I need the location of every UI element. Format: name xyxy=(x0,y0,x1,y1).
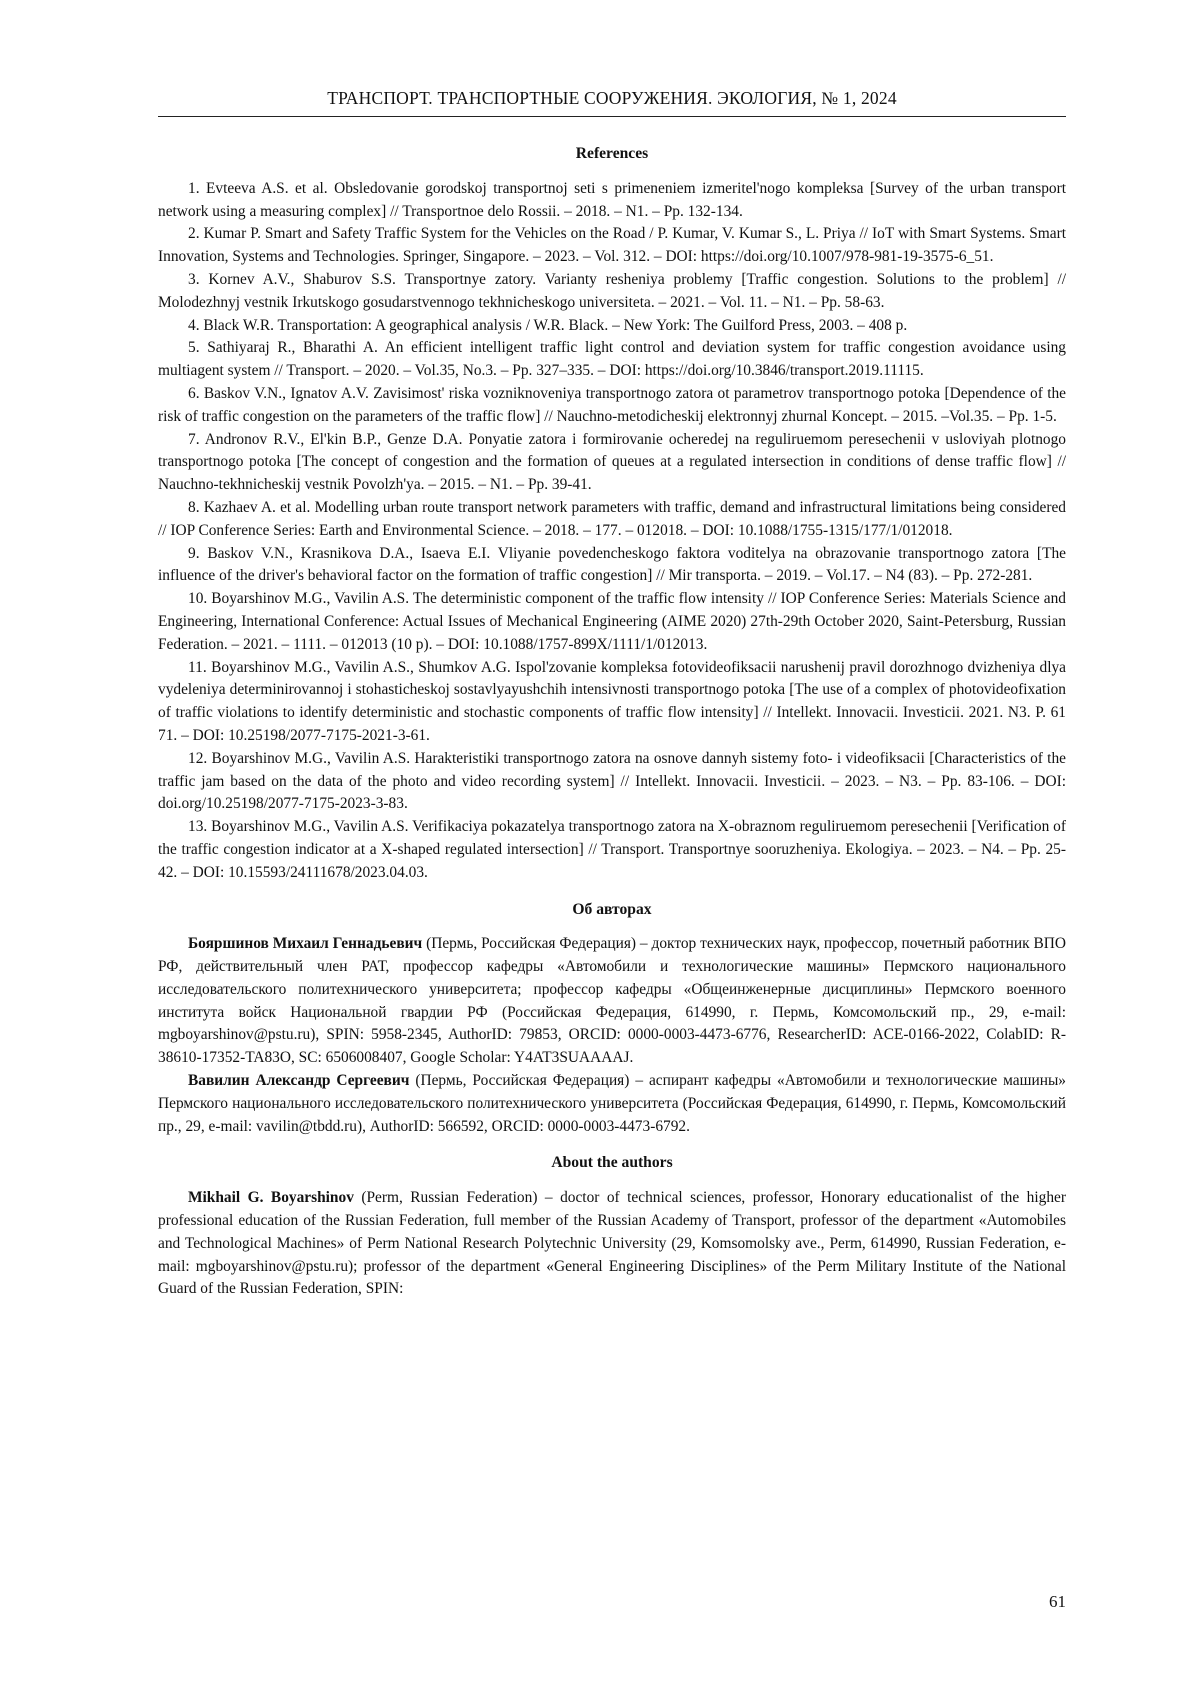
reference-item: 13. Boyarshinov M.G., Vavilin A.S. Verifikaciya pokazatelya transportnogo zatora na X-obraznom reguliruemom peresechenii [Verification of the traffic congestion indicator at a X-shaped regulated intersection] // Transport. Transportnye sooruzheniya. Ekologiya. – 2023. – N4. – Pp. 25-42. – DOI: 10.15593/24111678/2023.04.03. xyxy=(158,818,1066,881)
author-bio-text: (Пермь, Российская Федерация) – аспирант кафедры «Автомобили и технологические машины» Пермского национального исследовательского политехнического университета (Российская Федерация, 614990, г. Пермь, Комсомольский пр., 29, e-mail: vavilin@tbdd.ru), AuthorID: 566592, ORCID: 0000-0003-4473-6792. xyxy=(158,1072,1066,1135)
reference-item: 1. Evteeva A.S. et al. Obsledovanie gorodskoj transportnoj seti s primeneniem izmeritel'nogo kompleksa [Survey of the urban transport network using a measuring complex] // Transportnoe delo Rossii. – 2018. – N1. – Pp. 132-134. xyxy=(158,179,1066,220)
header-divider xyxy=(158,116,1066,117)
running-header: ТРАНСПОРТ. ТРАНСПОРТНЫЕ СООРУЖЕНИЯ. ЭКОЛОГИЯ, № 1, 2024 xyxy=(327,88,897,108)
author-bio-text: (Perm, Russian Federation) – doctor of technical sciences, professor, Honorary educationalist of the higher professional education of the Russian Federation, full member of the Russian Academy of Transport, professor of the department «Automobiles and Technological Machines» of Perm National Research Polytechnic University (29, Komsomolsky ave., Perm, 614990, Russian Federation, e-mail: mgboyarshinov@pstu.ru); professor of the department «General Engineering Disciplines» of the Perm Military Institute of the National Guard of the Russian Federation, SPIN: xyxy=(158,1189,1066,1298)
reference-item: 11. Boyarshinov M.G., Vavilin A.S., Shumkov A.G. Ispol'zovanie kompleksa fotovideofiksacii narushenij pravil dorozhnogo dvizheniya dlya vydeleniya determinirovannoj i stohasticheskoj sostavlyayushchih intensivnosti transportnogo potoka [The use of a complex of photovideofixation of traffic violations to identify deterministic and stochastic components of traffic flow intensity] // Intellekt. Innovacii. Investicii. 2021. N3. P. 61 71. – DOI: 10.25198/2077-7175-2021-3-61. xyxy=(158,658,1066,744)
author-bio-ru xyxy=(158,1070,1066,1138)
author-bio-en xyxy=(158,1187,1066,1301)
reference-item: 6. Baskov V.N., Ignatov A.V. Zavisimost' riska vozniknoveniya transportnogo zatora ot parametrov transportnogo potoka [Dependence of the risk of traffic congestion on the parameters of the traffic flow] // Nauchno-metodicheskij elektronnyj zhurnal Koncept. – 2015. –Vol.35. – Pp. 1-5. xyxy=(158,384,1066,425)
author-name: Бояршинов Михаил Геннадьевич xyxy=(188,935,423,953)
reference-list xyxy=(158,178,1066,885)
reference-item: 9. Baskov V.N., Krasnikova D.A., Isaeva E.I. Vliyanie povedencheskogo faktora voditelya na obrazovanie transportnogo zatora [The influence of the driver's behavioral factor on the formation of traffic congestion] // Mir transporta. – 2019. – Vol.17. – N4 (83). – Pp. 272-281. xyxy=(158,544,1066,585)
reference-item: 4. Black W.R. Transportation: A geographical analysis / W.R. Black. – New York: The Guilford Press, 2003. – 408 p. xyxy=(188,316,908,334)
author-bio-ru xyxy=(158,933,1066,1070)
page-number: 61 xyxy=(1049,1592,1066,1611)
authors-en-title: About the authors xyxy=(551,1154,673,1172)
reference-item: 10. Boyarshinov M.G., Vavilin A.S. The deterministic component of the traffic flow intensity // IOP Conference Series: Materials Science and Engineering, International Conference: Actual Issues of Mechanical Engineering (AIME 2020) 27th-29th October 2020, Saint-Petersburg, Russian Federation. – 2021. – 1111. – 012013 (10 p). – DOI: 10.1088/1757-899X/1111/1/012013. xyxy=(158,590,1066,653)
author-bio-text: (Пермь, Российская Федерация) – доктор технических наук, профессор, почетный работник ВПО РФ, действительный член РАТ, профессор кафедры «Автомобили и технологические машины» Пермского национального исследовательского политехнического университета; профессор кафедры «Общеинженерные дисциплины» Пермского военного института войск Национальной гвардии РФ (Российская Федерация, 614990, г. Пермь, Комсомольский пр., 29, e-mail: mgboyarshinov@pstu.ru), SPIN: 5958-2345, AuthorID: 79853, ORCID: 0000-0003-4473-6776, ResearcherID: ACE-0166-2022, ColabID: R-38610-17352-TA83O, SC: 6506008407, Google Scholar: Y4AT3SUAAAAJ. xyxy=(158,935,1066,1067)
reference-item: 5. Sathiyaraj R., Bharathi A. An efficient intelligent traffic light control and deviation system for traffic congestion avoidance using multiagent system // Transport. – 2020. – Vol.35, No.3. – Pp. 327–335. – DOI: https://doi.org/10.3846/transport.2019.11115. xyxy=(158,339,1066,380)
author-name: Вавилин Александр Сергеевич xyxy=(188,1072,410,1090)
references-title: References xyxy=(575,145,649,162)
reference-item: 2. Kumar P. Smart and Safety Traffic System for the Vehicles on the Road / P. Kumar, V. Kumar S., L. Priya // IoT with Smart Systems. Smart Innovation, Systems and Technologies. Springer, Singapore. – 2023. – Vol. 312. – DOI: https://doi.org/10.1007/978-981-19-3575-6_51. xyxy=(158,225,1066,266)
author-name: Mikhail G. Boyarshinov xyxy=(188,1189,354,1207)
authors-ru-title: Об авторах xyxy=(572,900,652,918)
reference-item: 3. Kornev A.V., Shaburov S.S. Transportnye zatory. Varianty resheniya problemy [Traffic congestion. Solutions to the problem] // Molodezhnyj vestnik Irkutskogo gosudarstvennogo tekhnicheskogo universiteta. – 2021. – Vol. 11. – N1. – Pp. 58-63. xyxy=(158,270,1066,311)
reference-item: 8. Kazhaev A. et al. Modelling urban route transport network parameters with traffic, demand and infrastructural limitations being considered // IOP Conference Series: Earth and Environmental Science. – 2018. – 177. – 012018. – DOI: 10.1088/1755-1315/177/1/012018. xyxy=(158,498,1066,539)
reference-item: 7. Andronov R.V., El'kin B.P., Genze D.A. Ponyatie zatora i formirovanie ocheredej na reguliruemom peresechenii v usloviyah plotnogo transportnogo potoka [The concept of congestion and the formation of queues at a regulated intersection in conditions of dense traffic flow] // Nauchno-tekhnicheskij vestnik Povolzh'ya. – 2015. – N1. – Pp. 39-41. xyxy=(158,430,1066,494)
reference-item: 12. Boyarshinov M.G., Vavilin A.S. Harakteristiki transportnogo zatora na osnove dannyh sistemy foto- i videofiksacii [Characteristics of the traffic jam based on the data of the photo and video recording system] // Intellekt. Innovacii. Investicii. – 2023. – N3. – Pp. 83-106. – DOI: doi.org/10.25198/2077-7175-2023-3-83. xyxy=(158,749,1066,813)
page-content xyxy=(158,143,1066,1301)
